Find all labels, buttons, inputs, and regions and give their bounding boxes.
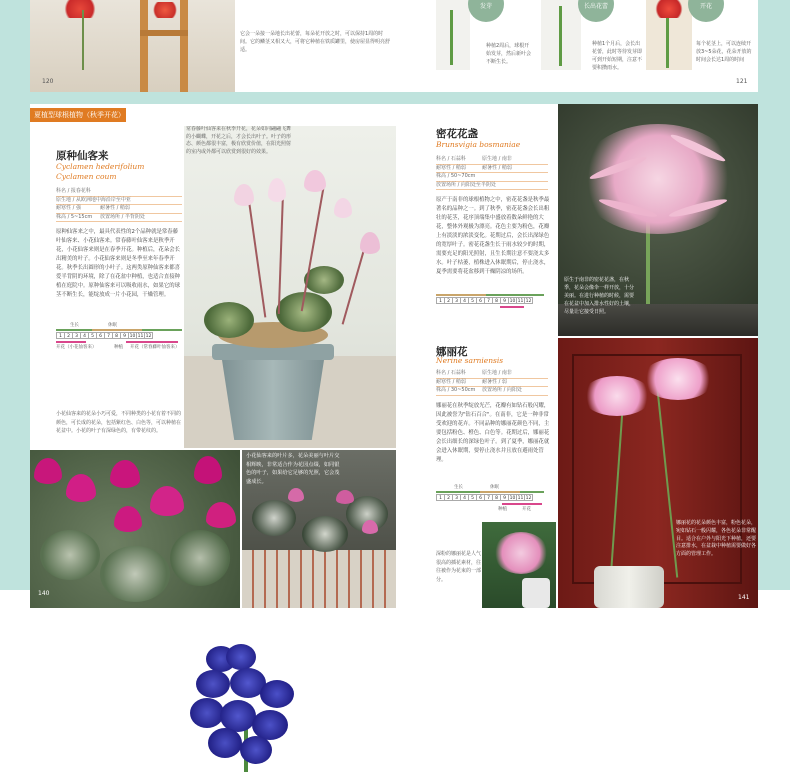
info-cell: 放置场所 / 向阳处: [482, 387, 522, 393]
cyclamen-flower: [304, 170, 326, 192]
nerine-small-photo: [482, 522, 556, 608]
info-row: [436, 156, 548, 165]
month-cell: 5: [468, 297, 477, 304]
info-cell: 放置场所 / 半背阴处: [100, 213, 145, 220]
cyclamen-flower: [194, 456, 222, 484]
stem: [559, 6, 562, 66]
month-cell: 2: [444, 297, 453, 304]
nerine-bouquet: [494, 532, 548, 574]
page-number: 141: [738, 594, 750, 601]
cyclamen-leaf: [100, 546, 170, 602]
photo-caption: 原生于南非的密花花盏，在秋季，花朵会像伞一样开放，十分美丽。在进行种植的时候，需要在花盆中加入排水性好的土壤，尽量让它接受日照。: [564, 277, 635, 315]
growth-calendar: [436, 288, 556, 312]
info-row: 原生地 / 从欧洲地中海沿岸至中亚: [56, 197, 182, 206]
cyclamen-leaf: [40, 530, 100, 580]
gloriosa-flower: [60, 0, 100, 18]
growth-bar: [436, 491, 480, 493]
info-cell: 株高 / 30~50cm: [436, 387, 476, 393]
chair-leg: [180, 0, 188, 92]
flower-pot: [222, 360, 324, 440]
step-text-1: 种植2周后，球根开始发芽，然后新叶会不断生长。: [486, 43, 532, 65]
info-cell: 耐暑性 / 稍弱: [482, 164, 512, 171]
page-number: 120: [42, 78, 54, 85]
month-cell: 6: [476, 297, 485, 304]
magenta-cyclamen-photo: [30, 450, 240, 608]
cyclamen-flower: [206, 502, 236, 528]
month-cell: 3: [72, 332, 81, 339]
calendar-note: 种植: [498, 507, 507, 512]
calendar-label-rest: 休眠: [490, 485, 499, 490]
species-title: 娜丽花: [436, 346, 468, 358]
month-cell: 8: [492, 297, 501, 304]
top-left-page: [30, 0, 396, 92]
growth-bar: [486, 294, 544, 296]
growth-calendar: [56, 322, 186, 352]
photo-caption: 娜丽花的花朵颜色丰富，粉色花朵，宛如钻石一般闪耀，各色花朵非常醒目。适合在户外与阳光下种植，还要注意排水，在盆栽中种植需要做好各方面的管理工作。: [676, 520, 757, 558]
cyclamen-flower: [336, 490, 354, 504]
rest-bar: [480, 491, 520, 493]
latin-name: Brunsvigia bosmaniae: [436, 140, 521, 149]
cyclamen-leaf: [304, 266, 344, 294]
info-row: [436, 379, 548, 388]
month-cell: 8: [492, 494, 501, 501]
month-cell: 6: [476, 494, 485, 501]
calendar-label-rest: 休眠: [108, 323, 117, 328]
info-cell: 耐寒性 / 稍弱: [436, 378, 466, 385]
month-cell: 1: [56, 332, 65, 339]
cyclamen-flower: [234, 184, 254, 206]
cyclamen-flower: [360, 232, 380, 254]
top-right-page: [396, 0, 758, 92]
month-cell: 2: [64, 332, 73, 339]
calendar-note: 开花: [522, 507, 531, 512]
month-cell: 1: [436, 297, 445, 304]
latin-name: Cyclamen coum: [56, 172, 117, 181]
latin-name: Nerine sarniensis: [436, 356, 504, 365]
rest-bar: [436, 294, 486, 296]
left-page: [30, 104, 396, 608]
body-text: 原种仙客来之中，最具代表性的2个品种就是常春藤叶仙客来、小花仙客来。常春藤叶仙客来是秋季开花，小花仙客来则是在春季开花。种植后，花朵会长出精美的叶子。小花仙客来则是冬季至来年春季开花。秋季长出圆形的小叶子。这两类原种仙客来都喜爱半背阴的环境，除了在花盆中种植，也适合直接种植在庭院中。原种仙客来可以吸收雨水，如果它的球茎不断生长，能绽放成一片小花园，干燥管理。: [56, 229, 180, 298]
cyclamen-pot-photo: [184, 126, 396, 448]
right-page: [396, 104, 758, 608]
brunsvigia-flower-head: [578, 124, 738, 234]
info-row: [436, 165, 548, 174]
calendar-months: [436, 494, 532, 501]
month-cell: 5: [88, 332, 97, 339]
info-cell: 耐寒性 / 强: [56, 205, 81, 211]
month-cell: 3: [452, 494, 461, 501]
species-title: 原种仙客来: [56, 150, 109, 162]
month-cell: 11: [517, 496, 524, 501]
step-circle-sprout: 发芽: [468, 0, 504, 22]
info-table: [436, 156, 548, 190]
hyacinth-floret: [196, 670, 230, 698]
bloom-bar: [56, 341, 86, 343]
month-cell: 1: [436, 494, 445, 501]
month-cell: 4: [80, 332, 89, 339]
step-circle-bloom: 开花: [688, 0, 724, 22]
info-table: [436, 370, 548, 396]
small-photo-caption: 深粉的娜丽花是人气很高的插花素材，往往被作为花束的一部分。: [436, 551, 482, 583]
calendar-note: 开花（小花仙客来）: [56, 345, 97, 350]
growth-bar: [142, 329, 182, 331]
cyclamen-flower: [268, 178, 286, 202]
sprout-photo: [436, 0, 470, 70]
info-row: [436, 370, 548, 379]
bottom-photo-caption: 小花仙客来的叶片多，花朵美丽与叶片交相辉映，非常适合作为花园点缀，如同银色的叶子，如果给它足够的光照，它会茂盛成长。: [246, 453, 340, 485]
info-row: [56, 214, 182, 223]
calendar-months: [436, 297, 532, 304]
small-caption: 小花仙客来的花朵小巧可爱，不同种类的小花有着不同的颜色，可长成的花朵，包括紫红色、白色等，可以种植在花盆中。小花的叶子有深绿色的，有带花纹的。: [56, 411, 182, 434]
stem: [450, 10, 453, 65]
cyclamen-leaf: [302, 516, 348, 552]
info-row: 株高 / 50~70cm: [436, 173, 548, 182]
vase: [522, 578, 550, 608]
page-number: 140: [38, 590, 50, 597]
month-cell: 10: [509, 496, 516, 501]
latin-name: Cyclamen hederifolium: [56, 162, 145, 171]
calendar-months: [56, 332, 152, 339]
hyacinth-photo: [186, 644, 346, 772]
month-cell: 6: [96, 332, 105, 339]
stem: [666, 18, 669, 68]
bloom-bar: [512, 503, 542, 505]
top-left-caption: 它会一朵接一朵地长出花蕾，每朵花开放之时，可以保持1周的时间。它的鳞茎又相又大，可将它种植在铁质罐里，使房屋显得明亮舒适。: [240, 31, 391, 53]
cyclamen-leaf: [170, 530, 230, 586]
month-cell: 5: [468, 494, 477, 501]
gloriosa-flower: [150, 2, 180, 18]
calendar-note: 种植: [114, 345, 123, 350]
stem: [82, 10, 84, 70]
month-cell: 11: [517, 299, 524, 304]
info-table: [56, 188, 182, 222]
hyacinth-floret: [208, 728, 242, 758]
cyclamen-leaf: [204, 302, 254, 338]
info-row: 科名 / 报春花科: [56, 188, 182, 197]
cyclamen-leaf: [252, 500, 296, 536]
cyclamen-flower: [110, 460, 140, 488]
chair-leg: [140, 0, 148, 92]
nerine-flower-head: [642, 358, 714, 400]
growth-bar: [56, 329, 92, 331]
calendar-label-growth: 生长: [70, 323, 79, 328]
info-cell: 科名 / 石蒜科: [436, 156, 466, 162]
hyacinth-floret: [240, 736, 272, 764]
bloom-bar: [500, 306, 524, 308]
flower-pot: [594, 566, 664, 608]
month-cell: 9: [120, 332, 129, 339]
month-cell: 7: [484, 297, 493, 304]
calendar-note: 开花（常春藤叶仙客来）: [130, 345, 180, 350]
month-cell: 12: [525, 496, 532, 501]
species-title: 密花花盏: [436, 128, 478, 140]
page-number: 121: [736, 78, 748, 85]
nerine-door-photo: [558, 338, 758, 608]
month-cell: 10: [129, 334, 136, 339]
planter-box: [242, 550, 396, 608]
step-circle-bud: 长出花蕾: [578, 0, 614, 22]
bloom-bar: [126, 341, 178, 343]
silver-leaf-cyclamen-photo: [242, 450, 396, 608]
bloom-photo: [646, 0, 692, 70]
category-banner: 夏植型球根植物（秋季开花）: [30, 108, 126, 122]
growth-calendar: [436, 484, 556, 512]
info-cell: 原生地 / 南非: [482, 156, 512, 162]
month-cell: 8: [112, 332, 121, 339]
calendar-label-growth: 生长: [454, 485, 463, 490]
cyclamen-flower: [34, 458, 62, 484]
info-cell: 原生地 / 南非: [482, 370, 512, 376]
info-cell: 耐暑性 / 稍弱: [100, 205, 130, 211]
month-cell: 4: [460, 494, 469, 501]
growth-bar: [520, 491, 544, 493]
month-cell: 9: [500, 494, 509, 501]
info-row: 放置场所 / 向阳处至半阴处: [436, 182, 548, 191]
month-cell: 7: [484, 494, 493, 501]
rest-bar: [92, 329, 142, 331]
month-cell: 3: [452, 297, 461, 304]
cyclamen-flower: [362, 520, 378, 534]
hyacinth-floret: [226, 644, 256, 670]
month-cell: 12: [145, 334, 152, 339]
brunsvigia-photo: [558, 104, 758, 336]
flower-stem: [248, 198, 266, 317]
body-text: 原产于南非的球根植物之中，密花花盏是秋季最著名的品种之一。到了秋季，密花花盏会长出粗壮的花茎，花序顶端集中盛放着数朵鲜艳的大花，整体外观极为漂亮。花色主要为粉色，花瓣上有淡淡的浓淡变化。花期过后，会长出深绿色的宽厚叶子。密花花盏生长于雨水较少的时期，需要充足的阳光照射，且生长期注意不要浇太多水。叶子枯萎，植株进入休眠期后，停止浇水，夏季需要将花盆移到干燥阴凉的场所。: [436, 197, 550, 275]
info-cell: 耐暑性 / 弱: [482, 378, 507, 385]
cyclamen-flower: [288, 488, 304, 502]
cyclamen-flower: [114, 506, 142, 532]
bloom-bar: [502, 503, 512, 505]
flower-stem: [278, 186, 284, 314]
hyacinth-floret: [260, 680, 294, 708]
month-cell: 7: [104, 332, 113, 339]
info-cell: 株高 / 5~15cm: [56, 213, 93, 220]
month-cell: 10: [509, 299, 516, 304]
month-cell: 9: [500, 297, 509, 304]
info-cell: 科名 / 石蒜科: [436, 370, 466, 376]
month-cell: 12: [525, 299, 532, 304]
step-text-2: 种植1个月后，会长出花蕾，此时等待发芽即可到开始短期，注意不要积攒雨水。: [592, 41, 643, 71]
info-cell: 耐寒性 / 稍弱: [436, 164, 466, 171]
info-row: [436, 387, 548, 396]
cyclamen-flower: [66, 474, 96, 502]
month-cell: 4: [460, 297, 469, 304]
month-cell: 2: [444, 494, 453, 501]
bud-photo: [541, 0, 581, 70]
photo-caption: 常春藤叶仙客来在秋季开花，花朵如同翩翩飞舞的小蝴蝶，开花之后，才会长出叶子。叶子的形态、颜色都很丰富，极有欣赏价值，在阳光照射的室内或外都可以欣赏到很好的效果。: [186, 126, 292, 155]
step-text-3: 每个花茎上，可以连续开放3~5朵花，花朵开放的时间会长达1周的时间: [696, 41, 752, 63]
month-cell: 11: [137, 334, 144, 339]
gloriosa-flower: [652, 0, 686, 18]
cyclamen-flower: [150, 486, 184, 516]
gloriosa-chair-photo: [30, 0, 235, 92]
hyacinth-floret: [190, 698, 224, 728]
info-row: [56, 205, 182, 214]
cyclamen-flower: [334, 198, 352, 218]
body-text: 娜丽花在秋季绽放光芒，花瓣有如钻石般闪耀，因此被誉为"钻石百合"。在南非，它是一种非常受欢迎的花卉。不同品种的娜丽花颜色不同，主要包括粉色、橙色、白色等。花期过后，娜丽花会长出细长的深绿色叶子。到了夏季，娜丽花就会进入休眠期，要停止浇水并且放在避雨处管理。: [436, 403, 550, 463]
chair-rail: [140, 30, 188, 36]
